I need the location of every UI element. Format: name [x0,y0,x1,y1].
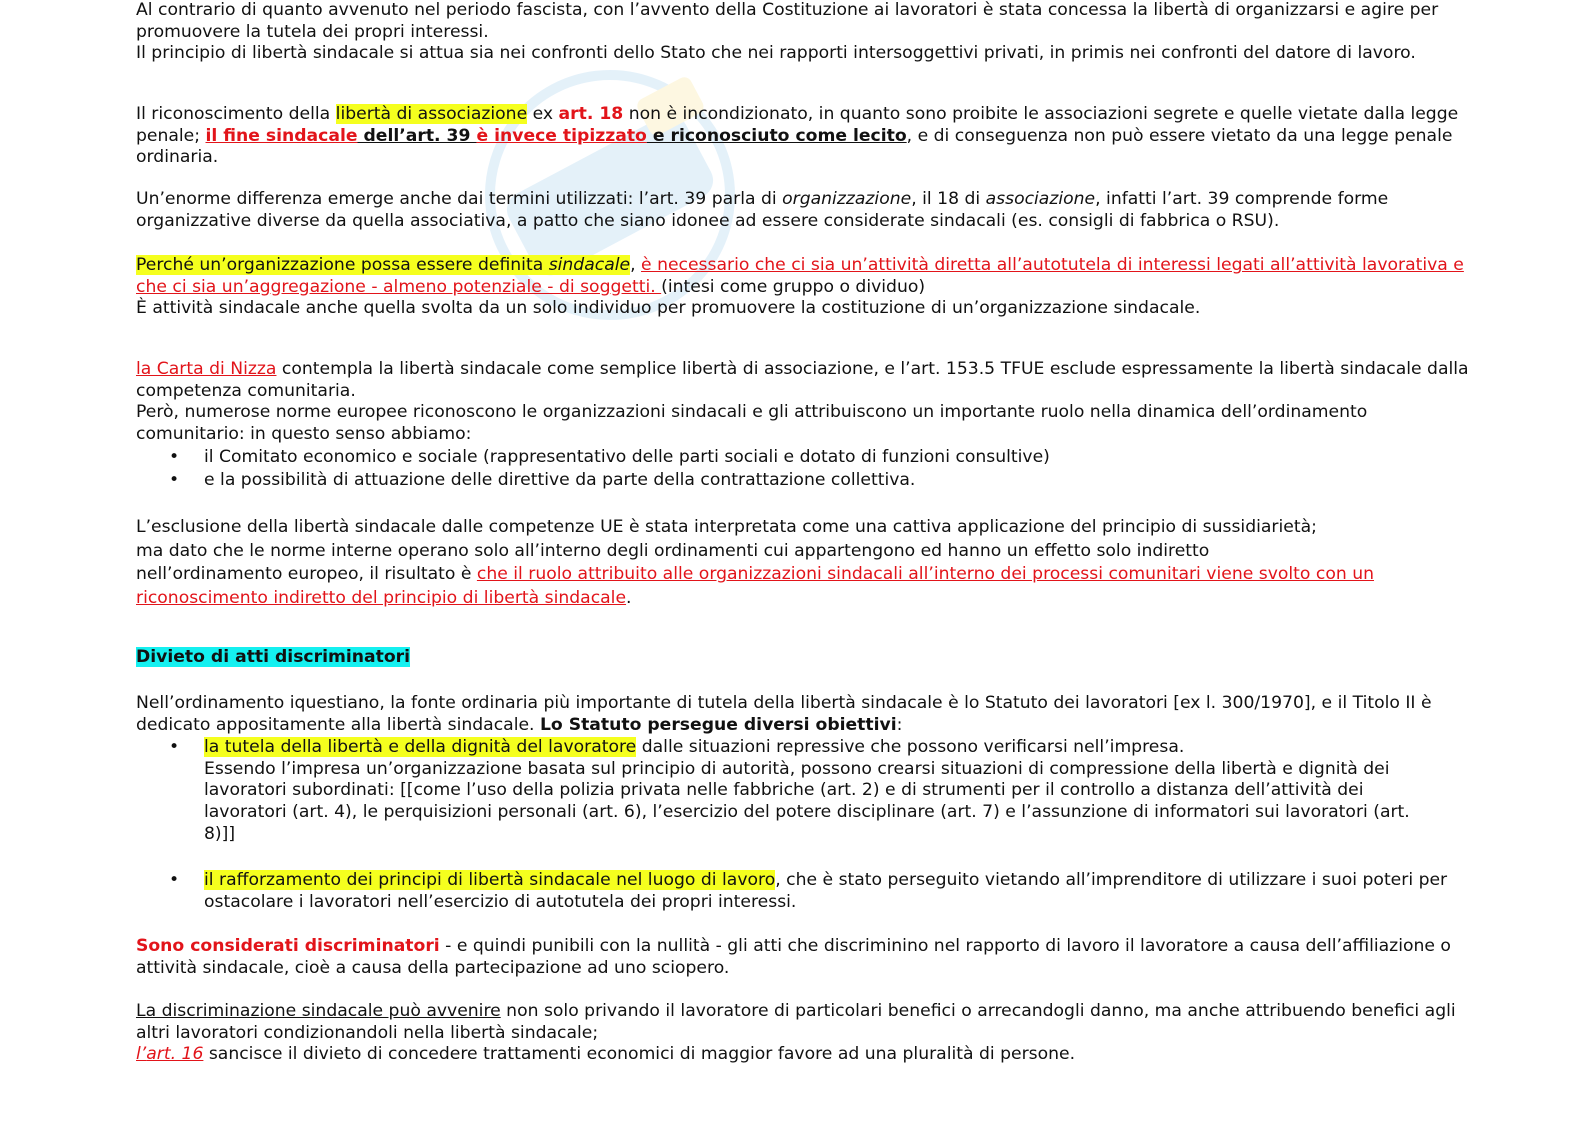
bullet-icon: • [169,870,180,890]
underline-discriminazione: La discriminazione sindacale può avvenire [136,1001,501,1021]
text-line: ma dato che le norme interne operano solo all’interno degli ordinamenti cui appartengono ed hanno un effetto solo indiretto [136,540,1210,561]
text-line: Al contrario di quanto avvenuto nel periodo fascista, con l’avvento della Costituzione ai lavoratori è stata concessa la libertà di organizzarsi e agire per promuovere la tutela dei propri interessi. [136,0,1439,42]
art18-ref: art. 18 [558,104,624,124]
paragraph-definizione-sindacale [136,255,1476,320]
highlight-definizione: Perché un’organizzazione possa essere definita [136,255,549,275]
list-item: • il Comitato economico e sociale (rappresentativo delle parti sociali e dotato di funzioni consultive) [169,447,1050,468]
paragraph-art18 [136,104,1476,169]
bullet-icon: • [169,470,180,491]
bullet-list-europee [136,446,1476,492]
bold-obiettivi: Lo Statuto persegue diversi obiettivi [539,714,897,735]
text-run: , il 18 di [911,189,986,209]
italic-organizzazione: organizzazione [782,189,912,209]
paragraph-costituzione [136,0,1476,65]
text-run: non è incondizionato, in quanto sono proibite le associazioni segrete e quelle vietate dalla legge penale; [136,104,1459,146]
fine-sindacale: il fine sindacale [205,125,358,146]
text-run: contempla la libertà sindacale come semplice libertà di associazione, e l’art. 153.5 TFUE esclude espressamente la libertà sindacale dalla competenza comunitaria. [136,359,1469,401]
text-run: Essendo l’impresa un’organizzazione basata sul principio di autorità, possono crearsi situazioni di compressione della libertà e dignità dei lavoratori subordinati: [[come l’uso della polizia privata nelle fabbriche (art. 2) e di strumenti per il controllo a distanza dell’attività dei lavoratori (art. 4), le perquisizioni personali (art. 6), l’esercizio del potere disciplinare (art. 7) e l’assunzione di informatori sui lavoratori (art. 8)]] [204,758,1410,844]
paragraph-differenza [136,189,1476,232]
highlight-rafforzamento: il rafforzamento dei principi di libertà sindacale nel luogo di lavoro [204,870,776,890]
text-run: Il riconoscimento della [136,104,336,124]
text-run: Nell’ordinamento iquestiano, la fonte ordinaria più importante di tutela della libertà sindacale è lo Statuto dei lavoratori [ex l. 300/1970], e il Titolo II è dedicato appositamente alla libertà sindacale. [136,693,1432,735]
highlight-tutela: la tutela della libertà e della dignità del lavoratore [204,737,637,758]
list-item: • e la possibilità di attuazione delle direttive da parte della contrattazione collettiva. [169,470,916,491]
list-item: • il rafforzamento dei principi di libertà sindacale nel luogo di lavoro, che è stato perseguito vietando all’imprenditore di utilizzare i suoi poteri per ostacolare i lavoratori nell’esercizio di autotutela dei propri interessi. [169,870,1448,912]
link-carta-nizza[interactable]: la Carta di Nizza [136,359,277,379]
list-item: • la tutela della libertà e della dignità del lavoratore dalle situazioni repressive che possono verificarsi nell’impresa. Essendo l’impresa un’organizzazione basata sul principio di autorità, possono crearsi situazioni di compressione della libertà e dignità dei lavoratori subordinati: [[come l’uso della polizia privata nelle fabbriche (art. 2) e di strumenti per il controllo a distanza dell’attività dei lavoratori (art. 4), le perquisizioni personali (art. 6), l’esercizio del potere disciplinare (art. 7) e l’assunzione di informatori sui lavoratori (art. 8)]] [169,737,1410,844]
paragraph-rafforzamento [136,870,1476,913]
text-run: (intesi come gruppo o dividuo) [661,276,926,297]
paragraph-carta-nizza [136,359,1476,492]
bullet-icon: • [169,737,180,758]
bullet-list-obiettivi [136,737,1476,845]
heading-divieto-atti: Divieto di atti discriminatori [136,647,411,667]
text-line: Però, numerose norme europee riconoscono le organizzazioni sindacali e gli attribuiscono un importante ruolo nella dinamica dell’ordinamento comunitario: in questo senso abbiamo: [136,402,1368,444]
text-run: nell’ordinamento europeo, il risultato è [136,564,477,584]
bold-discriminatori: Sono considerati discriminatori [136,936,440,956]
text-run: Un’enorme differenza emerge anche dai termini utilizzati: l’art. 39 parla di [136,189,783,209]
text-line: L’esclusione della libertà sindacale dalle competenze UE è stata interpretata come una cattiva applicazione del principio di sussidiarietà; [136,517,1317,537]
paragraph-statuto: Nell’ordinamento iquestiano, la fonte ordinaria più importante di tutela della libertà sindacale è lo Statuto dei lavoratori [ex l. 300/1970], e il Titolo II è dedicato appositamente alla libertà sindacale. Lo Statuto persegue diversi obiettivi: • la tutela della libertà e della dignità del lavoratore dalle situazioni repressive che possono verificarsi nell’impresa. Essendo l’impresa un’organizzazione basata sul principio di autorità, possono crearsi situazioni di compressione della libertà e dignità dei lavoratori subordinati: [[come l’uso della polizia privata nelle fabbriche (art. 2) e di strumenti per il controllo a distanza dell’attività dei lavoratori (art. 4), le perquisizioni personali (art. 6), l’esercizio del potere disciplinare (art. 7) e l’assunzione di informatori sui lavoratori (art. 8)]] [136,693,1476,845]
text-run: , e di conseguenza non può essere vietato da una legge penale ordinaria. [136,125,1453,168]
paragraph-discriminazione: La discriminazione sindacale può avvenire non solo privando il lavoratore di particolari benefici o arrecandogli danno, ma anche attribuendo benefici agli altri lavoratori condizionandoli nella libertà sindacale; l’art. 16 sancisce il divieto di concedere trattamenti economici di maggior favore ad una pluralità di persone. [136,1001,1456,1065]
italic-associazione: associazione [985,189,1096,209]
highlight-liberta-associazione: libertà di associazione [335,104,528,124]
text-run: , infatti l’art. 39 comprende forme organizzative diverse da quella associativa, a patto che siano idonee ad essere considerate sindacali (es. consigli di fabbrica o RSU). [136,189,1389,231]
tipizzato: è invece tipizzato [476,125,647,146]
text-line: Il principio di libertà sindacale si attua sia nei confronti dello Stato che nei rapporti intersoggettivi privati, in primis nei confronti del datore di lavoro. [136,43,1416,64]
section-heading [136,647,1476,669]
art39-ref: dell’art. 39 [357,125,477,146]
riconosciuto-lecito: e riconosciuto come lecito [646,125,907,146]
paragraph-esclusione-ue: L’esclusione della libertà sindacale dalle competenze UE è stata interpretata come una cattiva applicazione del principio di sussidiarietà; ma dato che le norme interne operano solo all’interno degli ordinamenti cui appartengono ed hanno un effetto solo indiretto nell’ordinamento europeo, il risultato è che il ruolo attribuito alle organizzazioni sindacali all’interno dei processi comunitari viene svolto con un riconoscimento indiretto del principio di libertà sindacale. [136,517,1374,608]
link-art16[interactable]: l’art. 16 [136,1044,204,1065]
text-run: ex [527,104,559,124]
red-riconoscimento-indiretto: che il ruolo attribuito alle organizzazioni sindacali all’interno dei processi comunitari viene svolto con un riconoscimento indiretto del principio di libertà sindacale [136,564,1374,608]
highlight-sindacale: sindacale [548,255,631,275]
bullet-icon: • [169,447,180,468]
red-requisiti: è necessario che ci sia un’attività diretta all’autotutela di interessi legati all’attività lavorativa e che ci sia un’aggregazione - almeno potenziale - di soggetti. [136,255,1464,297]
text-line: È attività sindacale anche quella svolta da un solo individuo per promuovere la costituzione di un’organizzazione sindacale. [136,298,1201,319]
bullet-list-rafforzamento [136,870,1476,913]
paragraph-discriminatori: Sono considerati discriminatori - e quindi punibili con la nullità - gli atti che discriminino nel rapporto di lavoro il lavoratore a causa dell’affiliazione o attività sindacale, cioè a causa della partecipazione ad uno sciopero. [136,936,1451,978]
text-run: , [630,255,642,275]
